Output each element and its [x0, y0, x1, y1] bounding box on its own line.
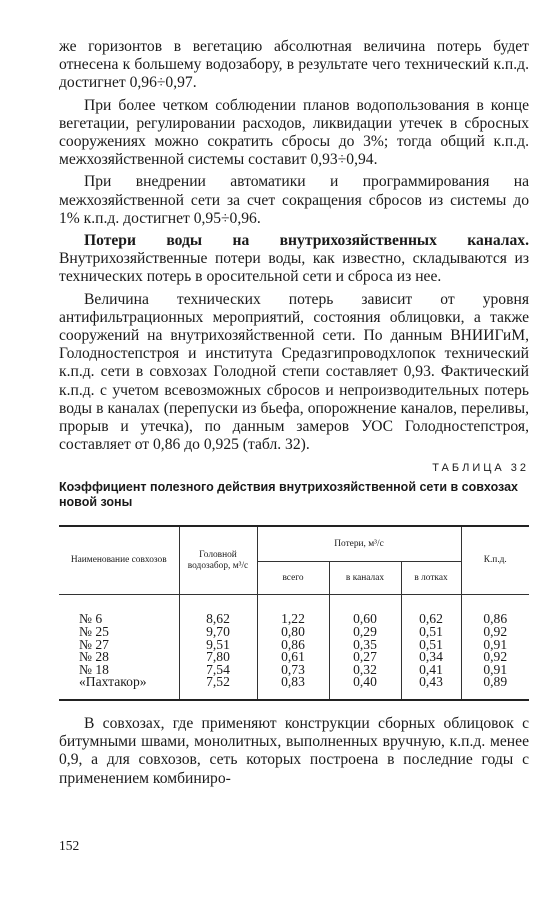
- header-losses-trays: в лотках: [401, 562, 461, 595]
- paragraph-on-farm-losses: [59, 232, 529, 287]
- header-losses: Потери, м³/с: [257, 526, 461, 562]
- cell-farm: № 18: [59, 664, 179, 677]
- cell-trays: 0,34: [401, 651, 461, 664]
- cell-total: 0,80: [257, 626, 329, 639]
- cell-canals: 0,32: [329, 664, 401, 677]
- cell-kpd: 0,92: [461, 651, 529, 664]
- cell-trays: 0,62: [401, 595, 461, 626]
- header-farm-name: Наименование совхозов: [59, 526, 179, 595]
- cell-trays: 0,41: [401, 664, 461, 677]
- cell-canals: 0,40: [329, 676, 401, 700]
- cell-canals: 0,35: [329, 639, 401, 652]
- paragraph-automation: При внедрении автоматики и программирования на межхозяйственной сети за счет сокращения сбросов из системы до 1% к.п.д. достигнет 0,95÷0,96.: [59, 173, 529, 227]
- cell-trays: 0,51: [401, 639, 461, 652]
- cell-farm: № 27: [59, 639, 179, 652]
- cell-total: 0,86: [257, 639, 329, 652]
- kpd-table: [59, 525, 529, 701]
- section-heading: Потери воды на внутрихозяйственных каналах.: [84, 232, 529, 250]
- section-text: Внутрихозяйственные потери воды, как известно, складываются из технических потерь в оросительной сети и сброса из нее.: [59, 250, 529, 286]
- paragraph-technical-losses: Величина технических потерь зависит от уровня антифильтрационных мероприятий, состояния облицовки, а также сооружений на внутрихозяйственной сети. По данным ВНИИГиМ, Голодностепстроя и института Средазгипроводхлопок технический к.п.д. сети в совхозах Голодной степи составляет 0,93. Фактический к.п.д. с учетом всевозможных сбросов и непроизводительных потерь воды в каналах (перепуски из бьефа, опорожнение каналов, переливы, прорыв и утечка), по данным замеров УОС Голодностепстроя, составляет от 0,86 до 0,925 (табл. 32).: [59, 290, 529, 454]
- cell-intake: 9,70: [179, 626, 257, 639]
- header-head-intake: Головной водозабор, м³/с: [179, 526, 257, 595]
- table-row: [59, 595, 529, 626]
- cell-intake: 7,52: [179, 676, 257, 700]
- cell-intake: 8,62: [179, 595, 257, 626]
- cell-kpd: 0,91: [461, 664, 529, 677]
- cell-kpd: 0,91: [461, 639, 529, 652]
- paragraph-water-use-plans: При более четком соблюдении планов водопользования в конце вегетации, регулировании расходов, ликвидации утечек в сбросных сооружениях можно сократить сбросы до 3%; тогда общий к.п.д. межхозяйственной системы составит 0,93÷0,94.: [59, 96, 529, 169]
- table-row: [59, 676, 529, 700]
- cell-kpd: 0,89: [461, 676, 529, 700]
- cell-intake: 9,51: [179, 639, 257, 652]
- header-losses-total: всего: [257, 562, 329, 595]
- cell-farm: № 28: [59, 651, 179, 664]
- cell-intake: 7,80: [179, 651, 257, 664]
- cell-kpd: 0,86: [461, 595, 529, 626]
- cell-canals: 0,29: [329, 626, 401, 639]
- cell-canals: 0,27: [329, 651, 401, 664]
- cell-farm: «Пахтакор»: [59, 676, 179, 700]
- cell-trays: 0,43: [401, 676, 461, 700]
- cell-intake: 7,54: [179, 664, 257, 677]
- header-kpd: К.п.д.: [461, 526, 529, 595]
- table-number: ТАБЛИЦА 32: [432, 462, 529, 475]
- cell-total: 0,73: [257, 664, 329, 677]
- cell-total: 0,83: [257, 676, 329, 700]
- cell-trays: 0,51: [401, 626, 461, 639]
- paragraph-continued: же горизонтов в вегетацию абсолютная величина потерь будет отнесена к большему водозабору, в результате чего технический к.п.д. достигнет 0,96÷0,97.: [59, 38, 529, 92]
- table-title: Коэффициент полезного действия внутрихозяйственной сети в совхозах новой зоны: [59, 480, 518, 510]
- page-number: 152: [59, 838, 80, 853]
- cell-farm: № 6: [59, 595, 179, 626]
- cell-farm: № 25: [59, 626, 179, 639]
- cell-total: 1,22: [257, 595, 329, 626]
- page-body: [59, 38, 529, 788]
- header-losses-canals: в каналах: [329, 562, 401, 595]
- cell-kpd: 0,92: [461, 626, 529, 639]
- cell-canals: 0,60: [329, 595, 401, 626]
- paragraph-after-table: В совхозах, где применяют конструкции сборных облицовок с битумными швами, монолитных, выполненных вручную, к.п.д. менее 0,9, а для совхозов, сеть которых построена в последние годы с применением комбиниро-: [59, 715, 529, 787]
- cell-total: 0,61: [257, 651, 329, 664]
